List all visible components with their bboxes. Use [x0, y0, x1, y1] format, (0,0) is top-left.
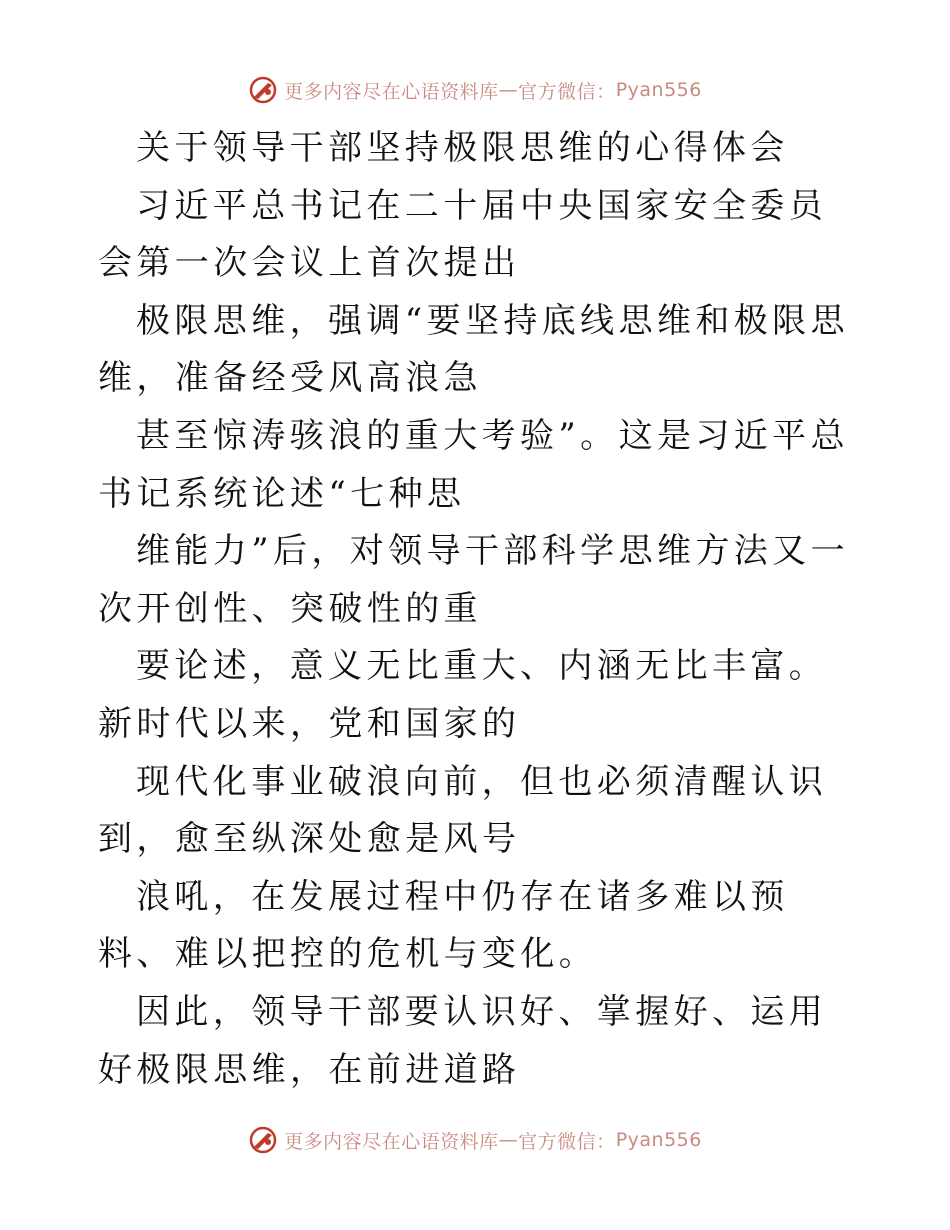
document-title: 关于领导干部坚持极限思维的心得体会: [136, 128, 789, 168]
header-wechat-id: Pyan556: [615, 79, 702, 101]
footer-separator: —: [498, 1129, 519, 1151]
paragraph-2: 极限思维，强调“要坚持底线思维和极限思维，准备经受风高浪急: [98, 300, 849, 399]
brand-logo-icon: [248, 1125, 278, 1155]
document-body: [98, 120, 858, 1099]
paragraph-1: 习近平总书记在二十届中央国家安全委员会第一次会议上首次提出: [98, 185, 828, 284]
paragraph-4: 维能力”后，对领导干部科学思维方法又一次开创性、突破性的重: [98, 531, 849, 629]
paragraph-5: 要论述，意义无比重大、内涵无比丰富。新时代以来，党和国家的: [98, 646, 828, 744]
header-brand-text: 更多内容尽在心语资料库: [284, 80, 499, 103]
footer-brand-text: 更多内容尽在心语资料库: [284, 1130, 499, 1153]
paragraph-3: 甚至惊涛骇浪的重大考验”。这是习近平总书记系统论述“七种思: [98, 415, 849, 514]
footer-wechat-label: 官方微信：: [518, 1130, 616, 1153]
paragraph-8: 因此，领导干部要认识好、掌握好、运用好极限思维，在前进道路: [98, 991, 828, 1090]
brand-logo-icon: [248, 75, 278, 105]
footer-banner: [0, 1120, 950, 1160]
header-separator: —: [498, 79, 519, 101]
header-wechat-label: 官方微信：: [518, 80, 616, 103]
header-banner: [0, 70, 950, 110]
paragraph-6: 现代化事业破浪向前，但也必须清醒认识到，愈至纵深处愈是风号: [98, 761, 828, 860]
footer-wechat-id: Pyan556: [615, 1129, 702, 1151]
paragraph-7: 浪吼，在发展过程中仍存在诸多难以预料、难以把控的危机与变化。: [98, 876, 789, 975]
